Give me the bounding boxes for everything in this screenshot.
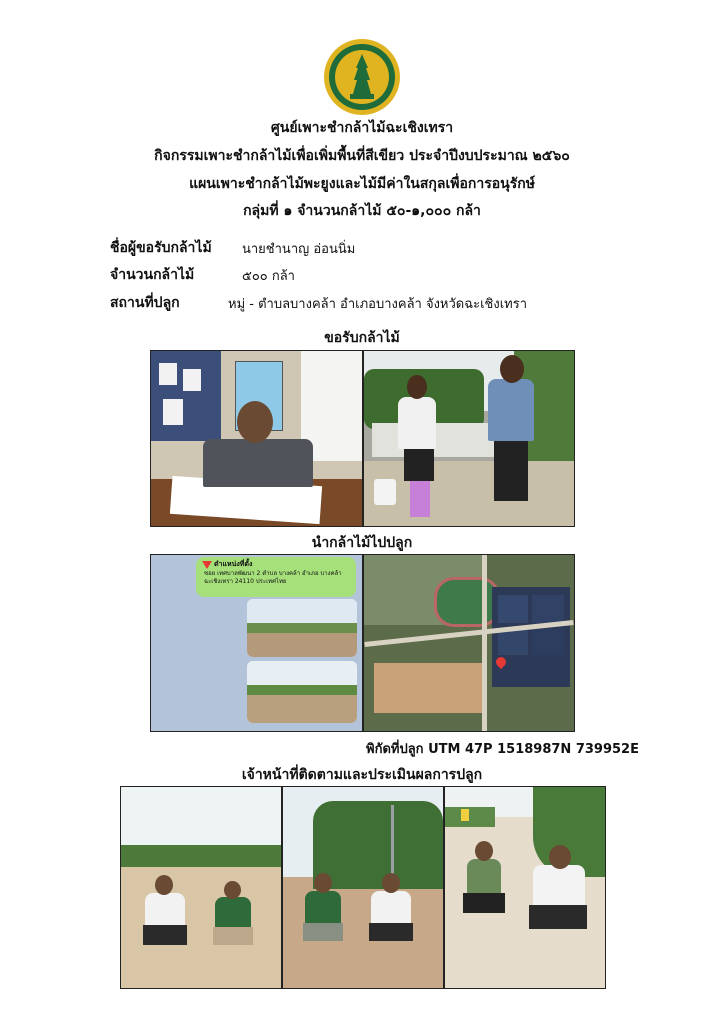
planting-coordinate: พิกัดที่ปลูก UTM 47P 1518987N 739952E: [366, 742, 639, 757]
seedling-count-label: จำนวนกล้าไม้: [110, 267, 195, 283]
applicant-value: นายชำนาญ อ่อนนิ่ม: [242, 242, 356, 257]
group-title: กลุ่มที่ ๑ จำนวนกล้าไม้ ๕๐-๑,๐๐๐ กล้า: [243, 203, 481, 219]
planting-site-label: สถานที่ปลูก: [110, 295, 180, 311]
planting-site-value: หมู่ - ตำบลบางคล้า อำเภอบางคล้า จังหวัดฉะเชิงเทรา: [228, 297, 527, 312]
section-planting: นำกล้าไม้ไปปลูก: [311, 535, 413, 551]
activity-title: กิจกรรมเพาะชำกล้าไม้เพื่อเพิ่มพื้นที่สีเขียว ประจำปีงบประมาณ ๒๕๖๐: [154, 148, 570, 164]
applicant-label: ชื่อผู้ขอรับกล้าไม้: [110, 240, 212, 256]
center-name: ศูนย์เพาะชำกล้าไม้ฉะเชิงเทรา: [270, 120, 454, 136]
photo-monitor-2: [282, 786, 444, 989]
section-receive: ขอรับกล้าไม้: [324, 330, 400, 346]
photo-office-signing: [150, 350, 363, 527]
seedling-count-value: ๕๐๐ กล้า: [242, 269, 295, 284]
location-card: [196, 557, 356, 597]
photo-location-chat: [150, 554, 363, 732]
plan-title: แผนเพาะชำกล้าไม้พะยูงและไม้มีค่าในสกุลเพื่อการอนุรักษ์: [189, 176, 535, 192]
location-card-title: ตำแหน่งที่ตั้ง: [214, 560, 253, 568]
agency-seal-logo: [323, 38, 401, 116]
location-card-address: ซอย เทศบาลพัฒนา 2 ตำบล บางคล้า อำเภอ บางคล้า ฉะเชิงเทรา 24110 ประเทศไทย: [204, 570, 342, 585]
photo-monitor-3: [444, 786, 606, 989]
photo-seedling-truck: [363, 350, 575, 527]
map-pin-icon: [202, 561, 212, 569]
photo-satellite-map: [363, 554, 575, 732]
photo-monitor-1: [120, 786, 282, 989]
section-monitor: เจ้าหน้าที่ติดตามและประเมินผลการปลูก: [241, 767, 483, 783]
